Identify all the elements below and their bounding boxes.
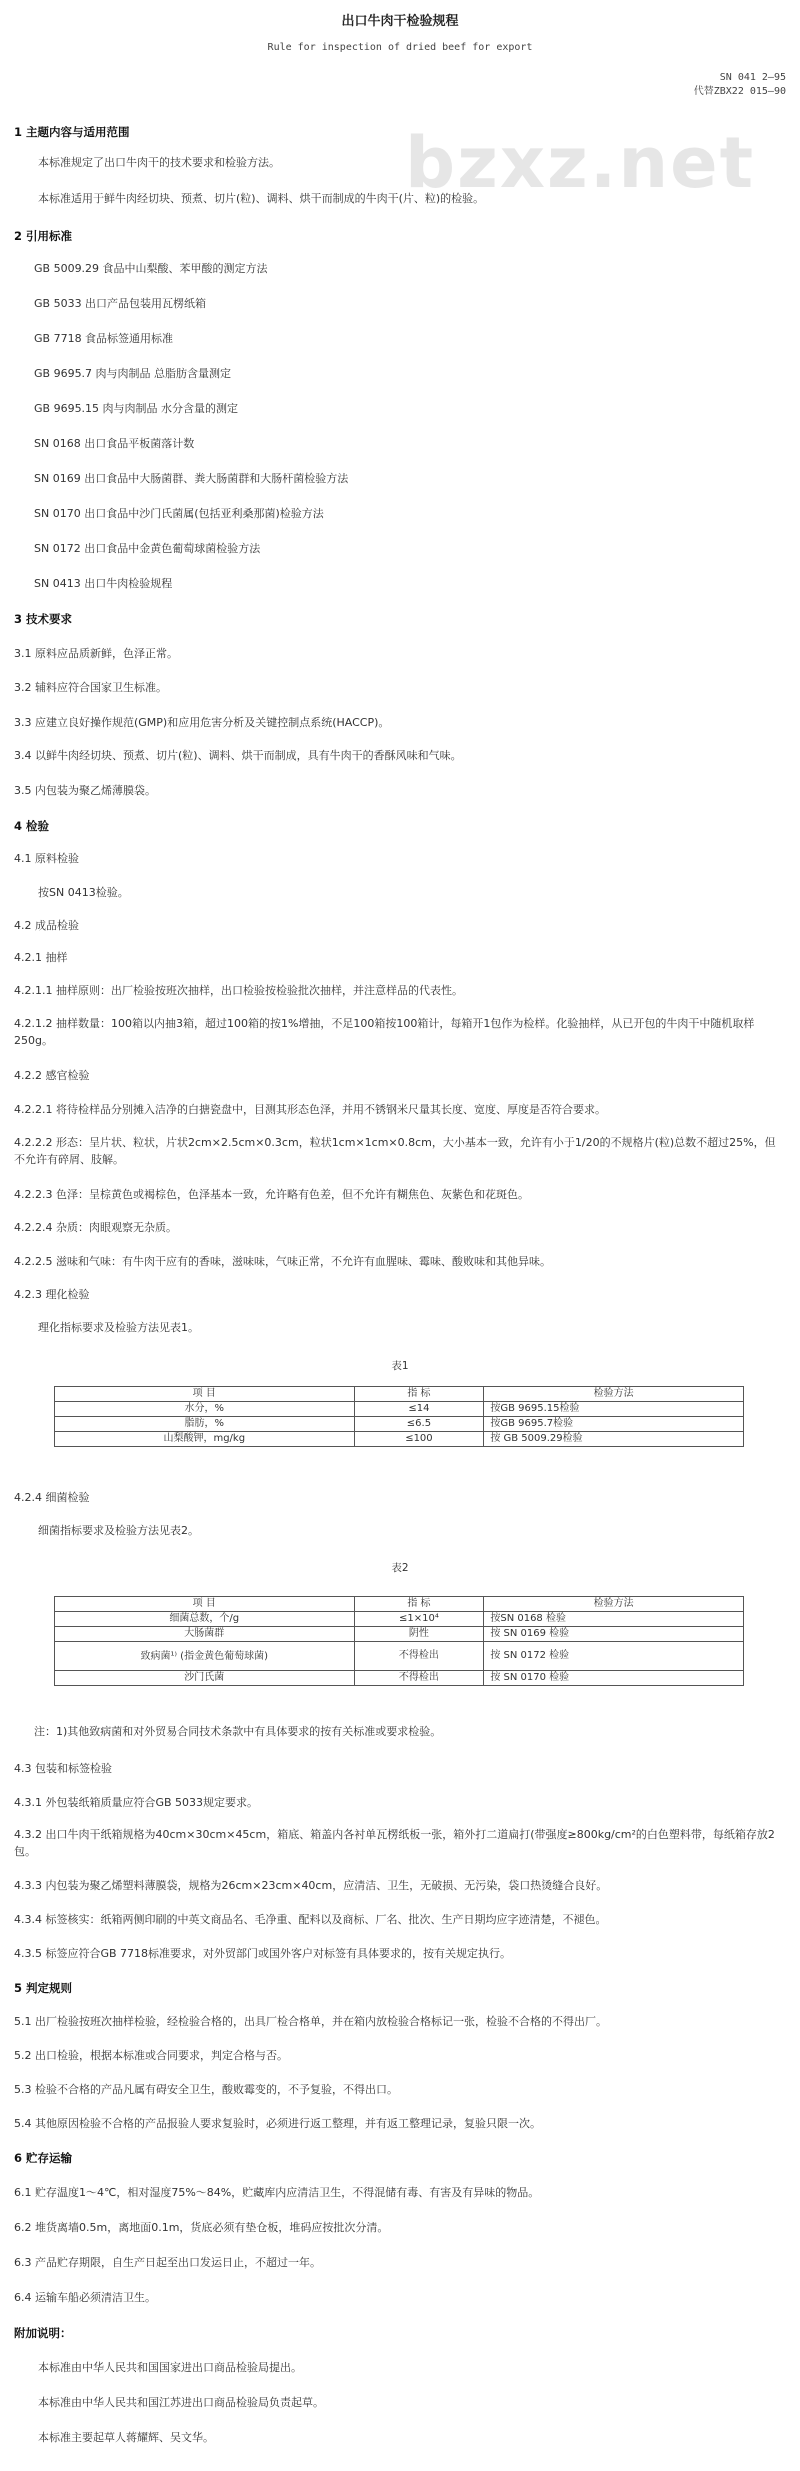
clause-4-2: 4.2 成品检验: [14, 919, 79, 932]
clause-6-1: 6.1 贮存温度1～4℃，相对湿度75%～84%，贮藏库内应清洁卫生，不得混储有毒、有害及有异味的物品。: [14, 2186, 540, 2199]
table-cell: 脂肪，%: [55, 1417, 355, 1432]
clause-4-3: 4.3 包装和标签检验: [14, 1762, 112, 1775]
reference-item: SN 0413 出口牛肉检验规程: [34, 577, 173, 590]
clause-3-1: 3.1 原料应品质新鲜，色泽正常。: [14, 647, 178, 660]
clause-5-3: 5.3 检验不合格的产品凡属有碍安全卫生，酸败霉变的，不予复验，不得出口。: [14, 2083, 398, 2096]
table-row: [55, 1417, 744, 1432]
clause-4-2-2: 4.2.2 感官检验: [14, 1069, 90, 1082]
appendix-item: 本标准由中华人民共和国江苏进出口商品检验局负责起草。: [38, 2396, 324, 2409]
table-cell: 阴性: [354, 1627, 484, 1642]
standard-number: SN 041 2—95: [719, 72, 786, 83]
reference-item: GB 7718 食品标签通用标准: [34, 332, 174, 345]
document-title: 出口牛肉干检验规程: [341, 14, 459, 29]
clause-3-3: 3.3 应建立良好操作规范(GMP)和应用危害分析及关键控制点系统(HACCP)。: [14, 716, 390, 729]
table-row: [55, 1671, 744, 1686]
reference-item: GB 9695.7 肉与肉制品 总脂肪含量测定: [34, 367, 232, 380]
clause-6-3: 6.3 产品贮存期限，自生产日起至出口发运日止，不超过一年。: [14, 2256, 321, 2269]
table-header-cell: 项 目: [55, 1387, 355, 1402]
reference-item: SN 0169 出口食品中大肠菌群、粪大肠菌群和大肠杆菌检验方法: [34, 472, 349, 485]
clause-4-2-2-1: 4.2.2.1 将待检样品分别摊入洁净的白搪瓷盘中，目测其形态色泽，并用不锈钢米尺量其长度、宽度、厚度是否符合要求。: [14, 1103, 606, 1116]
table-header-cell: 指 标: [354, 1597, 484, 1612]
table-cell: 沙门氏菌: [55, 1671, 355, 1686]
table-header-cell: 检验方法: [484, 1597, 744, 1612]
clause-5-1: 5.1 出厂检验按班次抽样检验，经检验合格的，出具厂检合格单，并在箱内放检验合格标记一张，检验不合格的不得出厂。: [14, 2015, 607, 2028]
clause-4-3-4: 4.3.4 标签核实：纸箱两侧印刷的中英文商品名、毛净重、配料以及商标、厂名、批次、生产日期均应字迹清楚，不褪色。: [14, 1913, 607, 1926]
table-cell: 按 SN 0172 检验: [484, 1642, 744, 1671]
table-row: [55, 1612, 744, 1627]
table-cell: 按 SN 0169 检验: [484, 1627, 744, 1642]
table-cell: ≤1×10⁴: [354, 1612, 484, 1627]
table-1: [54, 1386, 744, 1447]
table-row: [55, 1642, 744, 1671]
clause-6-2: 6.2 堆货离墙0.5m，离地面0.1m，货底必须有垫仓板，堆码应按批次分清。: [14, 2221, 389, 2234]
clause-4-2-1: 4.2.1 抽样: [14, 951, 68, 964]
reference-item: GB 5033 出口产品包装用瓦楞纸箱: [34, 297, 207, 310]
appendix-heading: 附加说明：: [14, 2326, 72, 2340]
section-3-heading: 3 技术要求: [14, 612, 73, 626]
table-cell: 不得检出: [354, 1671, 484, 1686]
table-cell: ≤6.5: [354, 1417, 484, 1432]
table-header-row: [55, 1387, 744, 1402]
appendix-item: 本标准由中华人民共和国国家进出口商品检验局提出。: [38, 2361, 302, 2374]
table-cell: 山梨酸钾，mg/kg: [55, 1432, 355, 1447]
reference-item: SN 0172 出口食品中金黄色葡萄球菌检验方法: [34, 542, 261, 555]
table-cell: 按 SN 0170 检验: [484, 1671, 744, 1686]
table-cell: 大肠菌群: [55, 1627, 355, 1642]
section-6-heading: 6 贮存运输: [14, 2151, 73, 2165]
document-subtitle: Rule for inspection of dried beef for export: [267, 42, 533, 53]
clause-4-2-3-text: 理化指标要求及检验方法见表1。: [38, 1321, 199, 1334]
table-cell: 按SN 0168 检验: [484, 1612, 744, 1627]
clause-4-3-2: 4.3.2 出口牛肉干纸箱规格为40cm×30cm×45cm，箱底、箱盖内各衬单瓦楞纸板一张，箱外打二道扁打(带强度≥800kg/cm²的白色塑料带，每纸箱存放2包。: [14, 1828, 775, 1858]
clause-4-2-4-text: 细菌指标要求及检验方法见表2。: [38, 1524, 199, 1537]
clause-4-2-2-5: 4.2.2.5 滋味和气味：有牛肉干应有的香味，滋味味，气味正常，不允许有血腥味、霉味、酸败味和其他异味。: [14, 1255, 551, 1268]
clause-3-2: 3.2 辅料应符合国家卫生标准。: [14, 681, 167, 694]
watermark: bzxz.net: [405, 122, 756, 204]
clause-6-4: 6.4 运输车船必须清洁卫生。: [14, 2291, 156, 2304]
appendix-item: 本标准主要起草人蒋耀辉、吴文华。: [38, 2431, 214, 2444]
clause-4-2-2-2: 4.2.2.2 形态：呈片状、粒状，片状2cm×2.5cm×0.3cm，粒状1cm×1cm×0.8cm，大小基本一致，允许有小于1/20的不规格片(粒)总数不超过25%，但不允许有碎屑、肢解。: [14, 1136, 776, 1166]
table-header-cell: 指 标: [354, 1387, 484, 1402]
clause-3-5: 3.5 内包装为聚乙烯薄膜袋。: [14, 784, 156, 797]
section-2-heading: 2 引用标准: [14, 229, 73, 243]
table-cell: ≤14: [354, 1402, 484, 1417]
clause-4-2-2-3: 4.2.2.3 色泽：呈棕黄色或褐棕色，色泽基本一致，允许略有色差，但不允许有糊焦色、灰紫色和花斑色。: [14, 1188, 529, 1201]
table-2: [54, 1596, 744, 1686]
table-header-cell: 项 目: [55, 1597, 355, 1612]
section-1-para-2: 本标准适用于鲜牛肉经切块、预煮、切片(粒)、调料、烘干而制成的牛肉干(片、粒)的检验。: [38, 192, 485, 205]
reference-item: SN 0170 出口食品中沙门氏菌属(包括亚利桑那菌)检验方法: [34, 507, 324, 520]
table-cell: 细菌总数，个/g: [55, 1612, 355, 1627]
clause-4-3-5: 4.3.5 标签应符合GB 7718标准要求，对外贸部门或国外客户对标签有具体要求的，按有关规定执行。: [14, 1947, 512, 1960]
clause-4-2-4: 4.2.4 细菌检验: [14, 1491, 90, 1504]
table-note: 注：1)其他致病菌和对外贸易合同技术条款中有具体要求的按有关标准或要求检验。: [34, 1725, 442, 1738]
clause-4-3-3: 4.3.3 内包装为聚乙烯塑料薄膜袋，规格为26cm×23cm×40cm，应清洁、卫生，无破损、无污染，袋口热烫缝合良好。: [14, 1879, 608, 1892]
replaced-standard: 代替ZBX22 015—90: [693, 86, 786, 97]
clause-4-2-2-4: 4.2.2.4 杂质：肉眼观察无杂质。: [14, 1221, 177, 1234]
clause-4-3-1: 4.3.1 外包装纸箱质量应符合GB 5033规定要求。: [14, 1796, 259, 1809]
reference-item: GB 9695.15 肉与肉制品 水分含量的测定: [34, 402, 239, 415]
table-cell: 按GB 9695.7检验: [484, 1417, 744, 1432]
table-cell: ≤100: [354, 1432, 484, 1447]
table-cell: 按 GB 5009.29检验: [484, 1432, 744, 1447]
clause-4-2-1-2: 4.2.1.2 抽样数量：100箱以内抽3箱，超过100箱的按1%增抽，不足100箱按100箱计，每箱开1包作为检样。化验抽样，从已开包的牛肉干中随机取样250g。: [14, 1017, 755, 1047]
section-5-heading: 5 判定规则: [14, 1981, 73, 1995]
reference-item: GB 5009.29 食品中山梨酸、苯甲酸的测定方法: [34, 262, 268, 275]
table-header-row: [55, 1597, 744, 1612]
clause-4-2-1-1: 4.2.1.1 抽样原则：出厂检验按班次抽样，出口检验按检验批次抽样，并注意样品的代表性。: [14, 984, 463, 997]
table-header-cell: 检验方法: [484, 1387, 744, 1402]
table-cell: 不得检出: [354, 1642, 484, 1671]
section-1-para-1: 本标准规定了出口牛肉干的技术要求和检验方法。: [38, 156, 280, 169]
table-row: [55, 1402, 744, 1417]
table-row: [55, 1432, 744, 1447]
clause-4-1: 4.1 原料检验: [14, 852, 79, 865]
table-1-caption: 表1: [391, 1360, 409, 1372]
clause-5-4: 5.4 其他原因检验不合格的产品报验人要求复验时，必须进行返工整理，并有返工整理记录，复验只限一次。: [14, 2117, 541, 2130]
table-cell: 按GB 9695.15检验: [484, 1402, 744, 1417]
table-cell: 水分，%: [55, 1402, 355, 1417]
reference-item: SN 0168 出口食品平板菌落计数: [34, 437, 195, 450]
clause-4-1-text: 按SN 0413检验。: [38, 886, 129, 899]
section-4-heading: 4 检验: [14, 819, 50, 833]
clause-5-2: 5.2 出口检验，根据本标准或合同要求，判定合格与否。: [14, 2049, 288, 2062]
table-cell: 致病菌¹⁾ (指金黄色葡萄球菌): [55, 1642, 355, 1671]
table-row: [55, 1627, 744, 1642]
clause-3-4: 3.4 以鲜牛肉经切块、预煮、切片(粒)、调料、烘干而制成，具有牛肉干的香酥风味和气味。: [14, 749, 462, 762]
clause-4-2-3: 4.2.3 理化检验: [14, 1288, 90, 1301]
table-2-caption: 表2: [391, 1562, 409, 1574]
section-1-heading: 1 主题内容与适用范围: [14, 125, 130, 139]
